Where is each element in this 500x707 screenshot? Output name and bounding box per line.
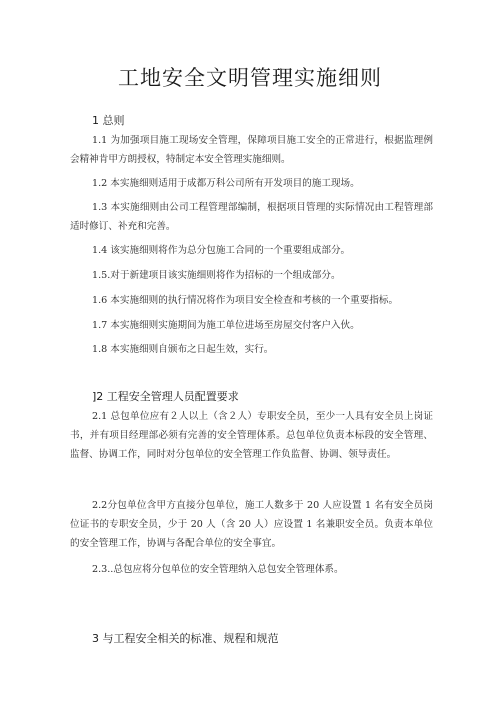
- paragraph-1-8: 1.8 本实施细则自颁布之日起生效，实行。: [92, 344, 274, 355]
- paragraph-1-7: 1.7 本实施细则实施期间为施工单位进场至房屋交付客户入伙。: [92, 320, 360, 331]
- paragraph-1-2: 1.2 本实施细则适用于成都万科公司所有开发项目的施工现场。: [92, 178, 360, 189]
- paragraph-1-3: 1.3 本实施细则由公司工程管理部编制，根据项目管理的实际情况由工程管理部适时修订、补充和完善。: [70, 202, 433, 232]
- paragraph-1-5: 1.5.对于新建项目该实施细则将作为招标的一个组成部分。: [92, 270, 341, 281]
- paragraph-1-1: 1.1 为加强项目施工现场安全管理，保障项目施工安全的正常进行，根据监理例会精神肯甲方朗授权，特制定本安全管理实施细则。: [70, 135, 433, 165]
- paragraph-1-4: 1.4 该实施细则将作为总分包施工合同的一个重要组成部分。: [92, 245, 351, 256]
- section-1-heading: 1 总则: [92, 114, 125, 127]
- section-2-heading: ]2 工程安全管理人员配置要求: [92, 390, 239, 403]
- document-title: 工地安全文明管理实施细则: [118, 66, 382, 90]
- section-3-heading: 3 与工程安全相关的标准、规程和规范: [92, 632, 279, 645]
- paragraph-2-1: 2.1 总包单位应有２人以上（含２人）专职安全员，至少一人具有安全员上岗证书，并有项目经理部必须有完善的安全管理体系。总包单位负责本标段的安全管理、监督、协调工作，同时对分包单位的安全管理工作负监督、协调、领导责任。: [70, 411, 433, 460]
- paragraph-1-6: 1.6 本实施细则的执行情况将作为项目安全检查和考核的一个重要指标。: [92, 295, 399, 306]
- paragraph-2-3: 2.3..总包应将分包单位的安全管理纳入总包安全管理体系。: [92, 564, 344, 575]
- paragraph-2-2: 2.2分包单位含甲方直接分包单位，施工人数多于 20 人应设置 1 名有安全员岗位证书的专职安全员，少于 20 人（含 20 人）应设置 1 名兼职安全员。负责本单位的安全管理工作，协调与各配合单位的安全事宜。: [70, 500, 433, 549]
